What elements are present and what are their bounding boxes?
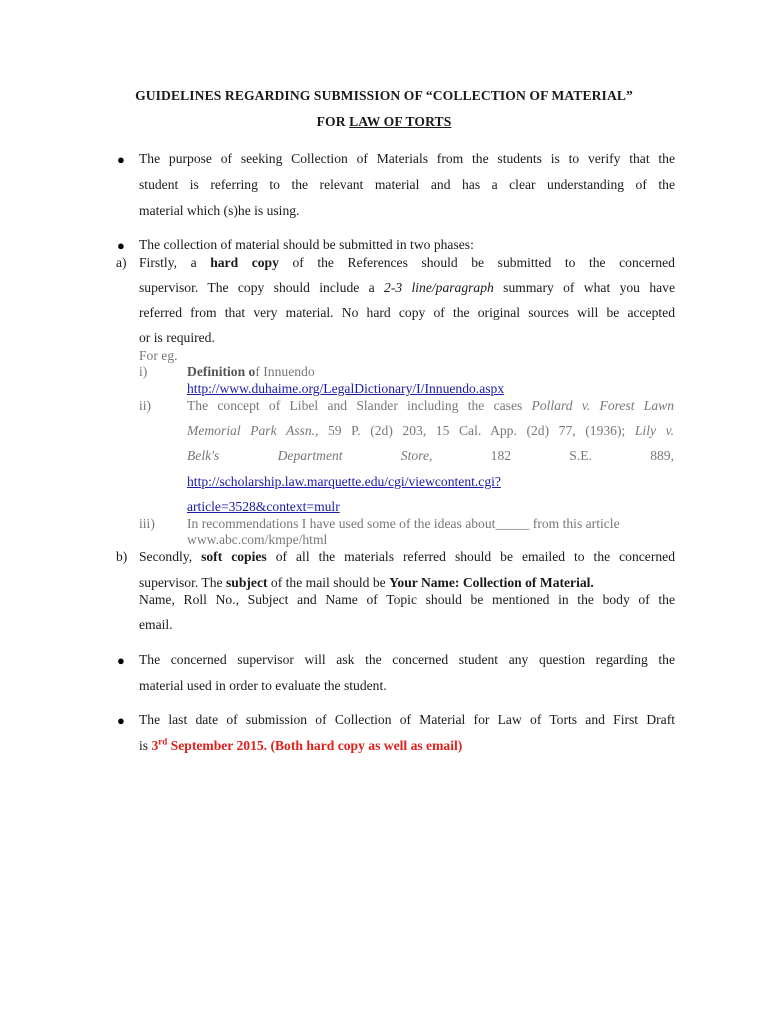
item-a-line4: or is required. bbox=[139, 330, 215, 345]
example-ii-text: , 59 P. (2d) 203, 15 Cal. App. (2d) 77, (1936); bbox=[315, 423, 635, 438]
definition-label: Definition o bbox=[187, 364, 256, 379]
item-b-line3: Name, Roll No., Subject and Name of Topic should be mentioned in the body of the bbox=[139, 592, 675, 607]
definition-subject: f Innuendo bbox=[255, 364, 315, 379]
bullet-4-symbol: ● bbox=[117, 713, 125, 728]
case-name: Pollard v. Forest Lawn bbox=[531, 398, 674, 413]
example-ii-line2 bbox=[187, 423, 674, 439]
title-prefix: FOR bbox=[316, 114, 350, 129]
subject-emphasis: subject bbox=[225, 575, 268, 590]
bullet-4-text: is bbox=[139, 738, 152, 753]
bullet-1-line3: material which (s)he is using. bbox=[139, 203, 300, 218]
case-name: Memorial Park Assn. bbox=[187, 423, 316, 438]
deadline-ordinal: rd bbox=[158, 736, 168, 747]
bullet-4-line2 bbox=[139, 738, 462, 754]
bullet-1-line1: The purpose of seeking Collection of Materials from the students is to verify that the bbox=[139, 151, 675, 166]
case-name-word: Store, bbox=[400, 448, 433, 463]
item-a-line3: referred from that very material. No hard copy of the original sources will be accepted bbox=[139, 305, 675, 320]
example-ii-marker: ii) bbox=[139, 398, 152, 413]
bullet-1-symbol: ● bbox=[117, 152, 125, 167]
document-title-line2 bbox=[0, 114, 768, 130]
bullet-2-symbol: ● bbox=[117, 238, 125, 253]
case-name-word: Department bbox=[277, 448, 343, 463]
item-b-text: of the mail should be bbox=[267, 575, 390, 590]
bullet-3-line2: material used in order to evaluate the student. bbox=[139, 678, 387, 693]
example-ii-text: The concept of Libel and Slander including the cases bbox=[187, 398, 532, 413]
soft-copies-emphasis: soft copies bbox=[201, 549, 267, 564]
item-a-text: summary of what you have bbox=[493, 280, 675, 295]
bullet-2-text: The collection of material should be submitted in two phases: bbox=[139, 237, 474, 252]
item-b-marker: b) bbox=[116, 549, 128, 564]
citation-word: 889, bbox=[650, 448, 674, 463]
item-a-text: of the References should be submitted to the concerned bbox=[292, 255, 675, 270]
item-b-line1 bbox=[139, 549, 675, 565]
item-b-line4: email. bbox=[139, 617, 173, 632]
for-example-label: For eg. bbox=[139, 348, 178, 363]
summary-length-emphasis: 2-3 line/paragraph bbox=[384, 280, 494, 295]
item-a-line1 bbox=[139, 255, 675, 271]
example-i-text bbox=[187, 364, 315, 380]
item-a-line2 bbox=[139, 280, 675, 296]
citation-word: S.E. bbox=[569, 448, 592, 463]
bullet-1-line2: student is referring to the relevant material and has a clear understanding of the bbox=[139, 177, 675, 192]
example-ii-line1 bbox=[187, 398, 674, 414]
mail-subject-format: Your Name: Collection of Material. bbox=[389, 575, 594, 590]
item-a-text: supervisor. The copy should include a bbox=[139, 280, 385, 295]
deadline-date bbox=[151, 738, 462, 753]
item-b-text: Secondly, bbox=[139, 549, 202, 564]
document-title-line1: GUIDELINES REGARDING SUBMISSION OF “COLLECTION OF MATERIAL” bbox=[135, 88, 633, 103]
deadline-rest: September 2015. (Both hard copy as well as email) bbox=[167, 738, 463, 753]
bullet-3-line1: The concerned supervisor will ask the concerned student any question regarding the bbox=[139, 652, 675, 667]
case-name: Lily v. bbox=[634, 423, 675, 438]
item-b-text: of all the materials referred should be emailed to the concerned bbox=[266, 549, 675, 564]
bullet-4-line1: The last date of submission of Collection of Material for Law of Torts and First Draft bbox=[139, 712, 675, 727]
item-a-marker: a) bbox=[116, 255, 127, 270]
example-iii-line1: In recommendations I have used some of the ideas about_____ from this article bbox=[187, 516, 620, 531]
item-b-line2 bbox=[139, 575, 594, 591]
item-b-text: supervisor. The bbox=[139, 575, 226, 590]
citation-word: 182 bbox=[490, 448, 512, 463]
example-i-marker: i) bbox=[139, 364, 148, 379]
case-name-word: Belk's bbox=[187, 448, 220, 463]
deadline-day: 3 bbox=[151, 738, 159, 753]
example-iii-marker: iii) bbox=[139, 516, 155, 531]
item-a-text: Firstly, a bbox=[139, 255, 197, 270]
marquette-link-part2[interactable]: article=3528&context=mulr bbox=[187, 499, 340, 514]
title-subject: LAW OF TORTS bbox=[349, 114, 452, 129]
innuendo-link[interactable]: http://www.duhaime.org/LegalDictionary/I/Innuendo.aspx bbox=[187, 381, 505, 396]
example-ii-line3 bbox=[187, 448, 674, 464]
marquette-link-part1[interactable]: http://scholarship.law.marquette.edu/cgi/viewcontent.cgi? bbox=[187, 474, 501, 489]
hard-copy-emphasis: hard copy bbox=[210, 255, 279, 270]
bullet-3-symbol: ● bbox=[117, 653, 125, 668]
example-iii-line2: www.abc.com/kmpe/html bbox=[187, 532, 328, 547]
